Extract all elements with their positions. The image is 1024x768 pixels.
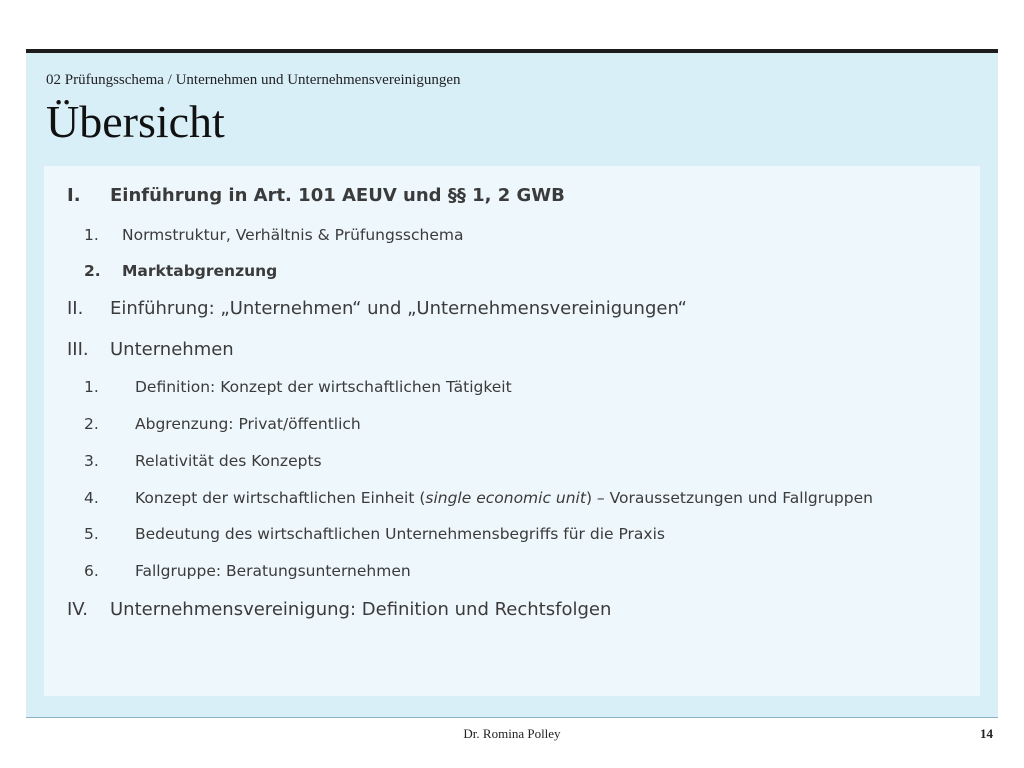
section-title: Einführung in Art. 101 AEUV und §§ 1, 2 GWB <box>110 185 565 206</box>
item-text: Relativität des Konzepts <box>135 452 322 470</box>
item-number: 4. <box>84 489 99 507</box>
item-text-part: ) – Voraussetzungen und Fallgruppen <box>585 489 873 507</box>
section-title: Unternehmensvereinigung: Definition und Rechtsfolgen <box>110 599 612 620</box>
item-text: Normstruktur, Verhältnis & Prüfungsschema <box>122 226 464 244</box>
section-number: III. <box>67 339 89 360</box>
footer-author: Dr. Romina Polley <box>463 726 561 741</box>
item-text: Bedeutung des wirtschaftlichen Unternehmensbegriffs für die Praxis <box>135 525 665 543</box>
bottom-divider <box>26 717 998 718</box>
item-text: Fallgruppe: Beratungsunternehmen <box>135 562 411 580</box>
page-number: 14 <box>980 726 993 741</box>
item-text: Marktabgrenzung <box>122 262 278 280</box>
page-title: Übersicht <box>46 96 225 147</box>
item-number: 1. <box>84 226 99 244</box>
section-number: II. <box>67 298 84 319</box>
section-number: IV. <box>67 599 89 620</box>
item-number: 2. <box>84 262 101 280</box>
section-title: Unternehmen <box>110 339 234 360</box>
item-number: 6. <box>84 562 99 580</box>
item-text <box>135 489 873 507</box>
item-text-italic: single economic unit <box>425 489 586 507</box>
breadcrumb: 02 Prüfungsschema / Unternehmen und Unternehmensvereinigungen <box>46 72 461 88</box>
section-title: Einführung: „Unternehmen“ und „Unternehmensvereinigungen“ <box>110 298 687 319</box>
item-text: Definition: Konzept der wirtschaftlichen Tätigkeit <box>135 378 512 396</box>
item-text: Abgrenzung: Privat/öffentlich <box>135 415 361 433</box>
item-number: 2. <box>84 415 99 433</box>
item-number: 1. <box>84 378 99 396</box>
item-text-part: Konzept der wirtschaftlichen Einheit ( <box>135 489 426 507</box>
section-number: I. <box>67 185 81 206</box>
item-number: 5. <box>84 525 99 543</box>
item-number: 3. <box>84 452 99 470</box>
